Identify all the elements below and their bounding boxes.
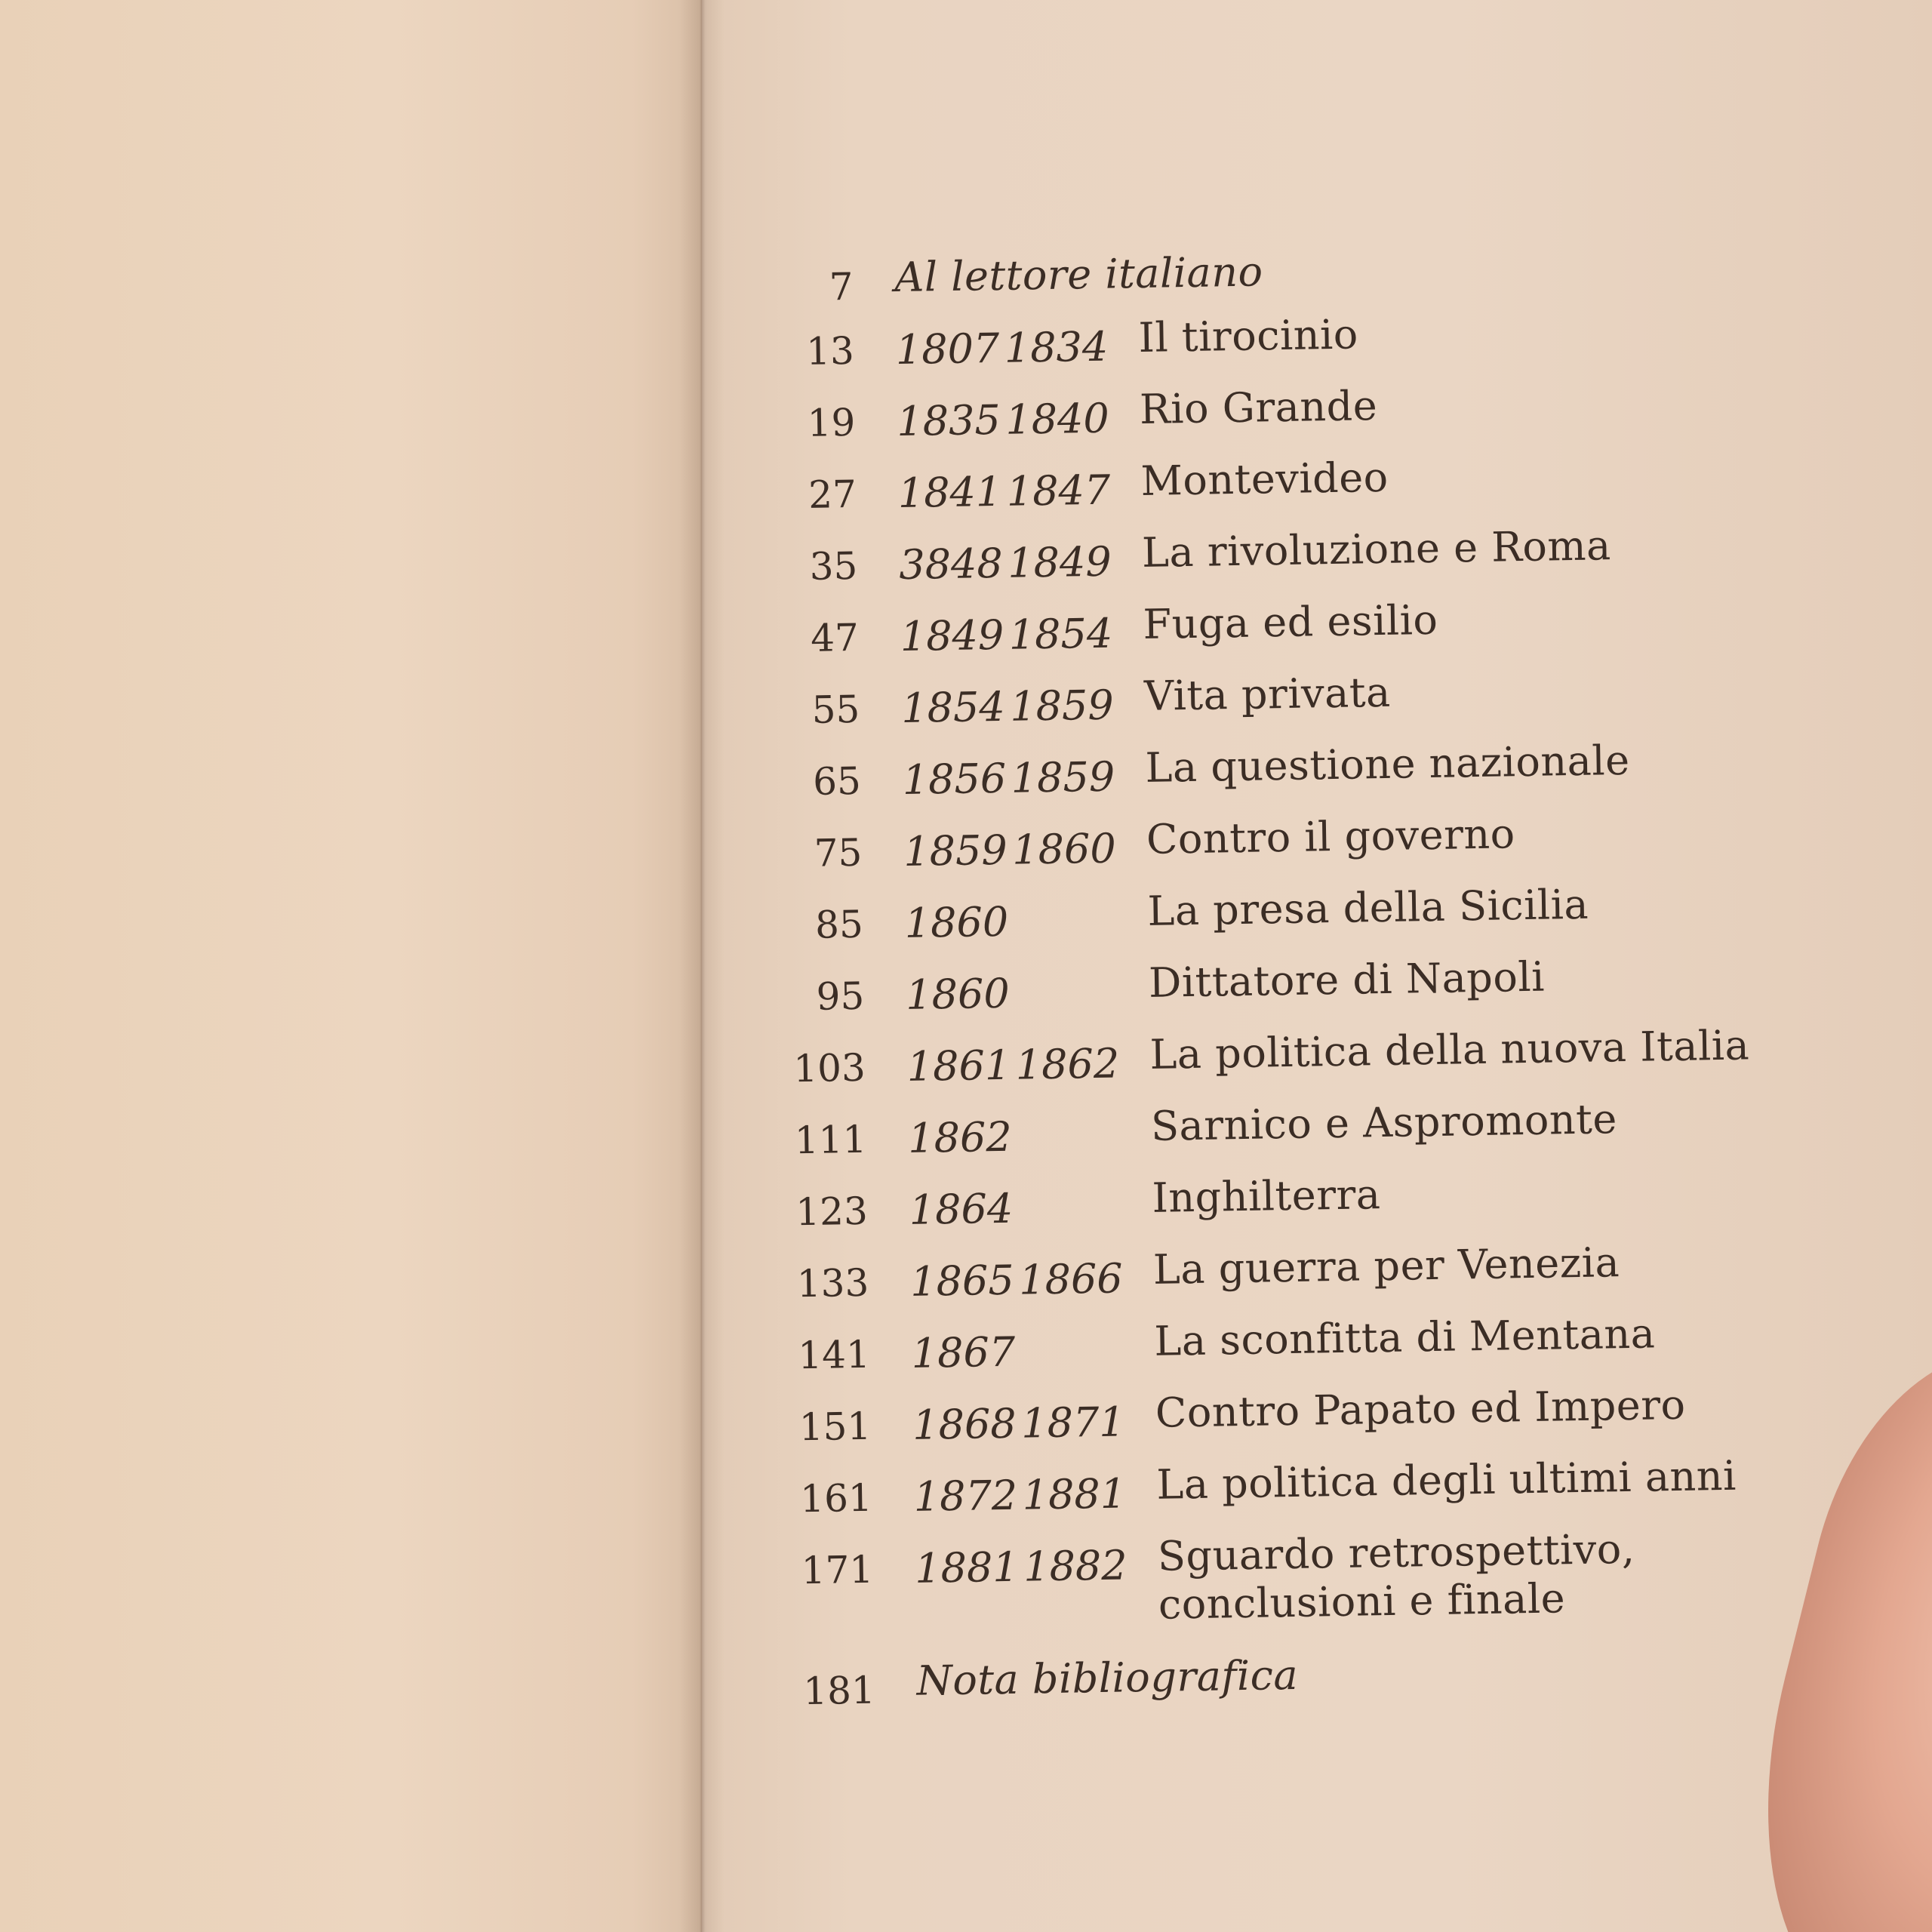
toc-year-start: 1872 [913,1471,1018,1521]
toc-chapter-title: Rio Grande [1139,382,1378,433]
toc-year-end: 1862 [1015,1039,1120,1089]
toc-page-number: 19 [807,400,856,445]
toc-year-start: 1861 [906,1041,1011,1091]
toc-year-start: 1859 [903,826,1008,875]
toc-chapter-title: La guerra per Venezia [1152,1238,1620,1294]
toc-page-number: 27 [808,472,857,517]
toc-year-end: 1866 [1018,1254,1124,1304]
toc-page-number: 171 [801,1547,874,1593]
toc-year-start: 1854 [900,682,1006,732]
toc-year-start: 1849 [900,611,1004,660]
toc-year-start: 1807 [895,324,1000,374]
toc-page-number: 133 [796,1260,869,1306]
toc-year-end: 1847 [1006,466,1111,515]
toc-year-start: 1881 [914,1543,1020,1592]
toc-chapter-title: Al lettore italiano [894,248,1263,302]
toc-chapter-title: Vita privata [1143,668,1392,720]
toc-chapter-title: La presa della Sicilia [1147,880,1589,935]
toc-year-end: 1840 [1004,394,1110,444]
toc-page-number: 85 [814,902,864,947]
toc-page-number: 13 [805,328,855,374]
toc-year-end: 1834 [1004,322,1109,372]
toc-page-number: 95 [816,974,865,1019]
toc-page-number: 151 [798,1404,872,1450]
toc-entry [11,1647,1932,1737]
toc-page-number: 161 [799,1475,873,1521]
toc-chapter-title: La politica degli ultimi anni [1155,1451,1737,1509]
toc-year-end: 1882 [1023,1541,1128,1591]
toc-page-number: 103 [792,1045,866,1091]
toc-chapter-title: Dittatore di Napoli [1148,952,1546,1007]
toc-year-start: 1860 [905,969,1011,1019]
toc-chapter-title: Fuga ed esilio [1143,595,1438,648]
toc-page-number: 7 [829,264,854,309]
toc-page-number: 75 [814,830,863,875]
toc-year-start: 1860 [904,897,1009,947]
toc-chapter-title: Contro il governo [1146,810,1516,863]
toc-page-number: 123 [795,1189,869,1235]
toc-chapter-title: Sarnico e Aspromonte [1150,1095,1618,1150]
toc-page-number: 55 [811,687,860,732]
toc-chapter-title: La politica della nuova Italia [1149,1021,1750,1078]
toc-page-number: 181 [802,1668,876,1714]
toc-chapter-title: Contro Papato ed Impero [1155,1380,1687,1437]
toc-year-start: 1862 [907,1112,1013,1162]
toc-year-end: 1854 [1008,609,1113,659]
toc-year-end: 1881 [1022,1469,1127,1519]
toc-chapter-title-line2: conclusioni e finale [1158,1574,1566,1629]
toc-year-start: 3848 [898,539,1004,589]
toc-page-number: 47 [810,615,860,660]
toc-chapter-title: Il tirocinio [1138,310,1359,361]
toc-chapter-title: La rivoluzione e Roma [1141,521,1612,577]
toc-year-end: 1859 [1011,752,1115,802]
toc-year-end: 1871 [1020,1398,1126,1447]
toc-chapter-title: Sguardo retrospettivo, [1157,1524,1635,1580]
toc-page-number: 35 [809,543,858,589]
toc-chapter-title: Nota bibliografica [916,1651,1299,1705]
toc-chapter-title: Inghilterra [1152,1171,1381,1222]
toc-page-number: 65 [812,758,862,804]
toc-year-end: 1849 [1007,537,1112,587]
toc-year-start: 1868 [912,1399,1017,1449]
toc-chapter-title: La questione nazionale [1145,736,1631,792]
toc-chapter-title: La sconfitta di Mentana [1154,1309,1656,1365]
toc-year-start: 1835 [896,395,1001,446]
toc-year-start: 1856 [902,754,1007,804]
toc-year-end: 1860 [1011,824,1117,874]
toc-page-number: 141 [797,1332,871,1378]
toc-year-start: 1865 [909,1256,1015,1306]
toc-year-start: 1867 [911,1327,1016,1377]
toc-chapter-title: Montevideo [1140,453,1389,505]
toc-year-start: 1864 [909,1184,1014,1234]
toc-page-number: 111 [794,1117,867,1163]
toc-year-start: 1841 [897,467,1002,518]
toc-year-end: 1859 [1009,681,1115,731]
